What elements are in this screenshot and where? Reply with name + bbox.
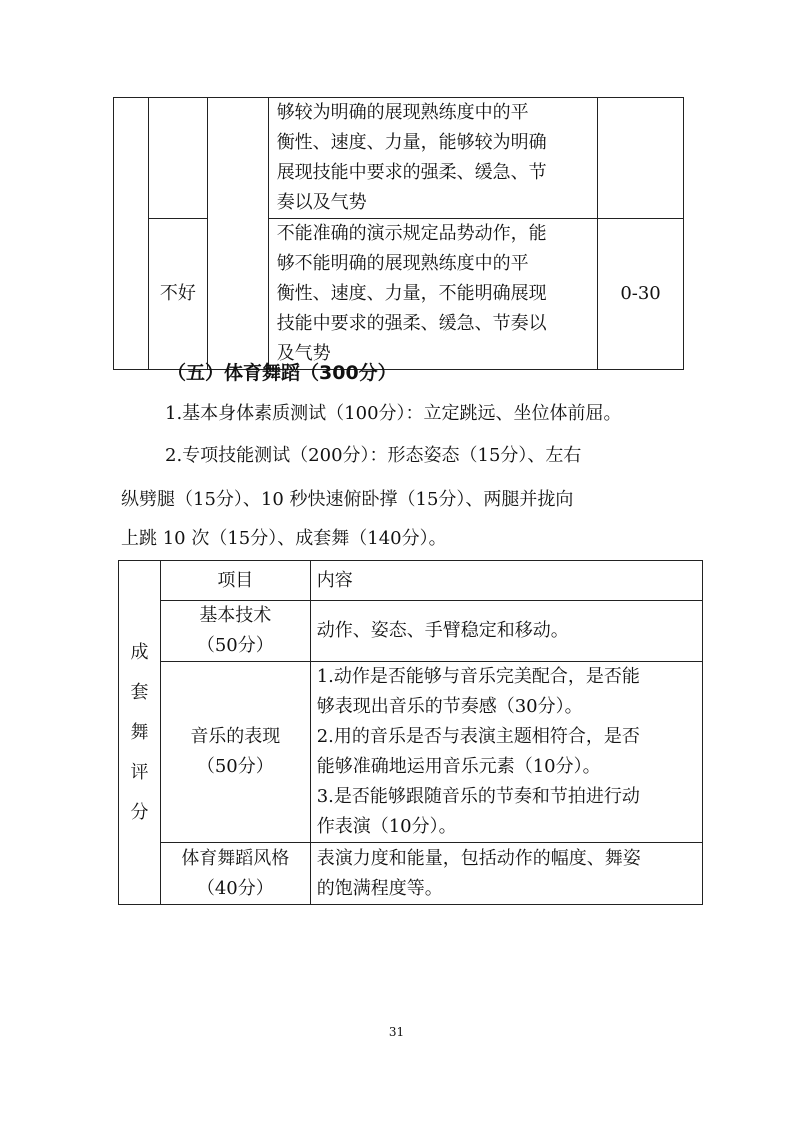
table2-row-music-item: 音乐的表现 （50分） [160,662,310,843]
table2-header-content: 内容 [310,561,702,601]
scoring-table-continued [113,97,684,370]
table2-side-label: 成 套 舞 评 分 [119,561,161,905]
table2-row-basic-content: 动作、姿态、手臂稳定和移动。 [310,601,702,662]
paragraph-basic-fitness: 1.基本身体素质测试（100分）：立定跳远、坐位体前屈。 [165,403,622,424]
table2-row-style-item: 体育舞蹈风格 （40分） [160,843,310,905]
table2-row-music-content: 1.动作是否能够与音乐完美配合，是否能 够表现出音乐的节奏感（30分）。 2.用的音乐是否与表演主题相符合，是否 能够准确地运用音乐元素（10分）。 3.是否能够跟随音乐的节奏和节拍进行动 作表演（10分）。 [310,662,702,843]
table1-row1-score [598,98,684,219]
table2-header-item: 项目 [160,561,310,601]
paragraph-skills-line3: 上跳 10 次（15分）、成套舞（140分）。 [121,528,447,549]
table1-row2-score: 0-30 [598,219,684,370]
table1-row2-grade: 不好 [148,219,207,370]
paragraph-skills-line2: 纵劈腿（15分）、10 秒快速俯卧撑（15分）、两腿并拢向 [121,489,574,510]
table2-row-style-content: 表演力度和能量，包括动作的幅度、舞姿 的饱满程度等。 [310,843,702,905]
table2-row-basic-item: 基本技术 （50分） [160,601,310,662]
section-heading: （五）体育舞蹈（300分） [167,362,397,384]
table1-row1-description: 够较为明确的展现熟练度中的平 衡性、速度、力量，能够较为明确 展现技能中要求的强柔、缓急、节 奏以及气势 [268,98,597,219]
table1-blank-col3 [207,98,268,370]
table1-blank-grade [148,98,207,219]
routine-scoring-table [118,560,703,905]
paragraph-skills-line1: 2.专项技能测试（200分）：形态姿态（15分）、左右 [165,445,582,466]
table1-row2-description: 不能准确的演示规定品势动作，能 够不能明确的展现熟练度中的平 衡性、速度、力量，不能明确展现 技能中要求的强柔、缓急、节奏以 及气势 [268,219,597,370]
table1-blank-col1 [114,98,149,370]
page-number: 31 [388,1025,405,1039]
